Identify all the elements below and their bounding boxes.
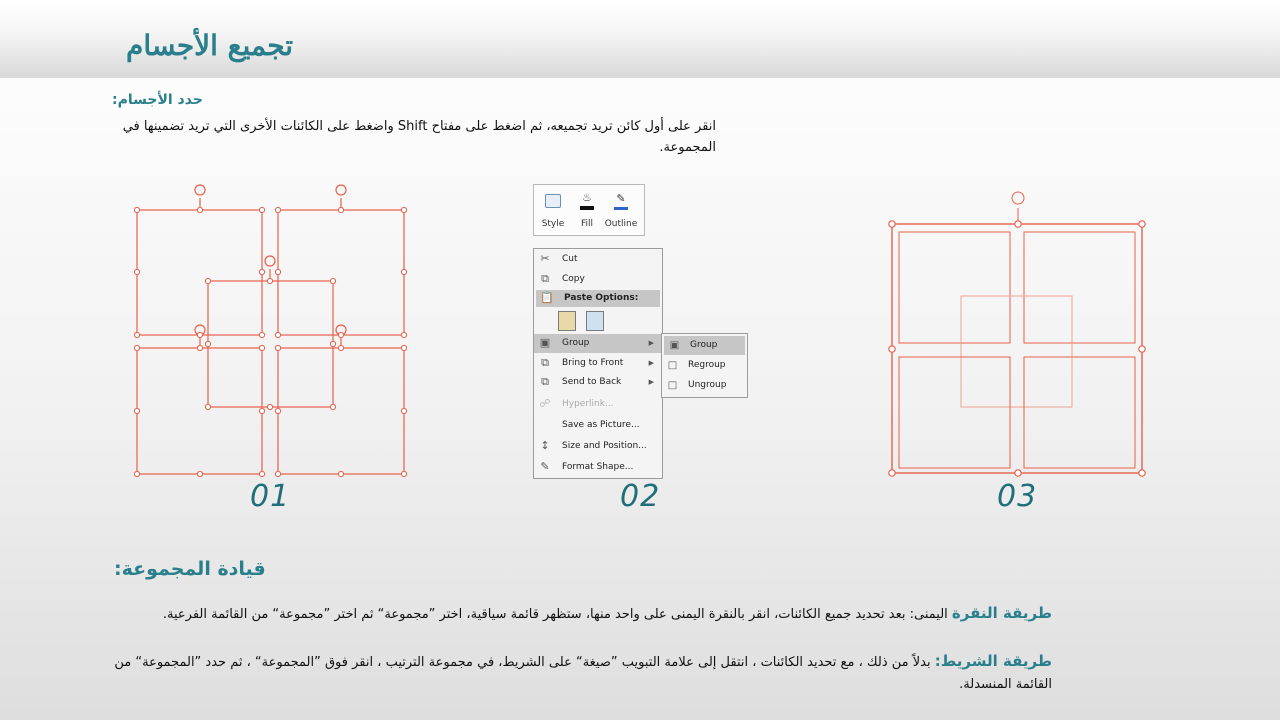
menu-item-bring-to-front[interactable]: ⧉ Bring to Front ▶ bbox=[534, 354, 662, 373]
submenu-arrow-icon: ▶ bbox=[648, 339, 654, 347]
figure-number-01: 01 bbox=[250, 479, 291, 514]
figure-number-02: 02 bbox=[620, 479, 661, 514]
ribbon-fill-label: Fill bbox=[580, 219, 594, 229]
section-heading-select: حدد الأجسام: bbox=[112, 92, 203, 108]
menu-item-save-as-picture[interactable]: Save as Picture... bbox=[562, 420, 640, 430]
format-shape-icon: ✎ bbox=[540, 460, 550, 473]
menu-item-group[interactable]: ▣ Group ▶ bbox=[534, 334, 662, 353]
paste-option-keep-formatting-icon[interactable] bbox=[558, 311, 576, 331]
method-text-ribbon: بدلاً من ذلك ، مع تحديد الكائنات ، انتقل إلى علامة التبويب ”صيغة“ على الشريط، في مجموعة الترتيب ، انقر فوق ”المجموعة“ ، ثم حدد ”المجموعة“ من القائمة المنسدلة. bbox=[114, 655, 1052, 692]
menu-item-send-to-back[interactable]: ⧉ Send to Back ▶ bbox=[534, 373, 662, 392]
method-label-right-click: طريقة النقرة bbox=[951, 604, 1052, 622]
globe-link-icon: ☍ bbox=[539, 397, 551, 410]
submenu-item-regroup[interactable]: □ Regroup bbox=[667, 360, 726, 371]
ribbon-style-button[interactable] bbox=[536, 189, 570, 229]
copy-icon: ⧉ bbox=[541, 272, 549, 285]
ribbon-fill-button[interactable] bbox=[570, 189, 604, 229]
menu-item-copy[interactable]: ⧉ Copy bbox=[534, 270, 662, 289]
scissors-icon: ✂ bbox=[540, 252, 550, 265]
section-heading-group-command: قيادة المجموعة: bbox=[114, 558, 266, 580]
ribbon-outline-label: Outline bbox=[604, 219, 638, 229]
paragraph-right-click-method bbox=[112, 602, 1052, 626]
regroup-icon: □ bbox=[667, 360, 678, 371]
ribbon-style-label: Style bbox=[541, 219, 565, 229]
format-ribbon bbox=[533, 184, 645, 236]
bring-to-front-icon: ⧉ bbox=[541, 356, 549, 369]
menu-item-cut[interactable]: ✂ Cut bbox=[534, 250, 662, 269]
figure-03-grouped-shapes bbox=[884, 186, 1152, 480]
figure-number-03: 03 bbox=[997, 479, 1038, 514]
slide-title: تجميع الأجسام bbox=[126, 29, 294, 62]
menu-header-paste-options: 📋 Paste Options: bbox=[536, 290, 660, 307]
paste-option-picture-icon[interactable] bbox=[586, 311, 604, 331]
menu-item-format-shape[interactable]: ✎ Format Shape... bbox=[534, 458, 662, 477]
group-icon: ▣ bbox=[669, 340, 680, 351]
context-menu bbox=[533, 248, 663, 479]
send-to-back-icon: ⧉ bbox=[541, 375, 549, 388]
section-body-select: انقر على أول كائن تريد تجميعه، ثم اضغط على مفتاح Shift واضغط على الكائنات الأخرى التي تريد تضمينها في المجموعة. bbox=[122, 119, 716, 155]
paragraph-ribbon-method bbox=[112, 650, 1052, 696]
menu-item-size-and-position[interactable]: ↕ Size and Position... bbox=[534, 437, 662, 456]
figure-01-selected-shapes bbox=[128, 180, 418, 485]
submenu-arrow-icon: ▶ bbox=[648, 359, 654, 367]
ribbon-outline-button[interactable] bbox=[604, 189, 638, 229]
method-label-ribbon: طريقة الشريط: bbox=[934, 652, 1052, 670]
size-position-icon: ↕ bbox=[540, 439, 550, 452]
submenu-item-group[interactable]: ▣ Group bbox=[664, 336, 745, 355]
ungroup-icon: □ bbox=[667, 380, 678, 391]
menu-item-hyperlink: ☍ Hyperlink... bbox=[539, 397, 614, 410]
group-icon: ▣ bbox=[539, 336, 551, 349]
pen-outline-icon: ✎ bbox=[614, 193, 628, 210]
group-submenu bbox=[661, 333, 748, 398]
submenu-item-ungroup[interactable]: □ Ungroup bbox=[667, 380, 727, 391]
shape-style-icon bbox=[545, 194, 561, 208]
submenu-arrow-icon: ▶ bbox=[648, 378, 654, 386]
clipboard-icon: 📋 bbox=[540, 291, 554, 304]
paint-bucket-icon: ♨ bbox=[580, 192, 594, 210]
method-text-right-click: اليمنى: بعد تحديد جميع الكائنات، انقر بالنقرة اليمنى على واحد منها، ستظهر قائمة سياقية، اختر ”مجموعة“ ثم اختر ”مجموعة“ من القائمة الفرعية. bbox=[162, 607, 952, 622]
